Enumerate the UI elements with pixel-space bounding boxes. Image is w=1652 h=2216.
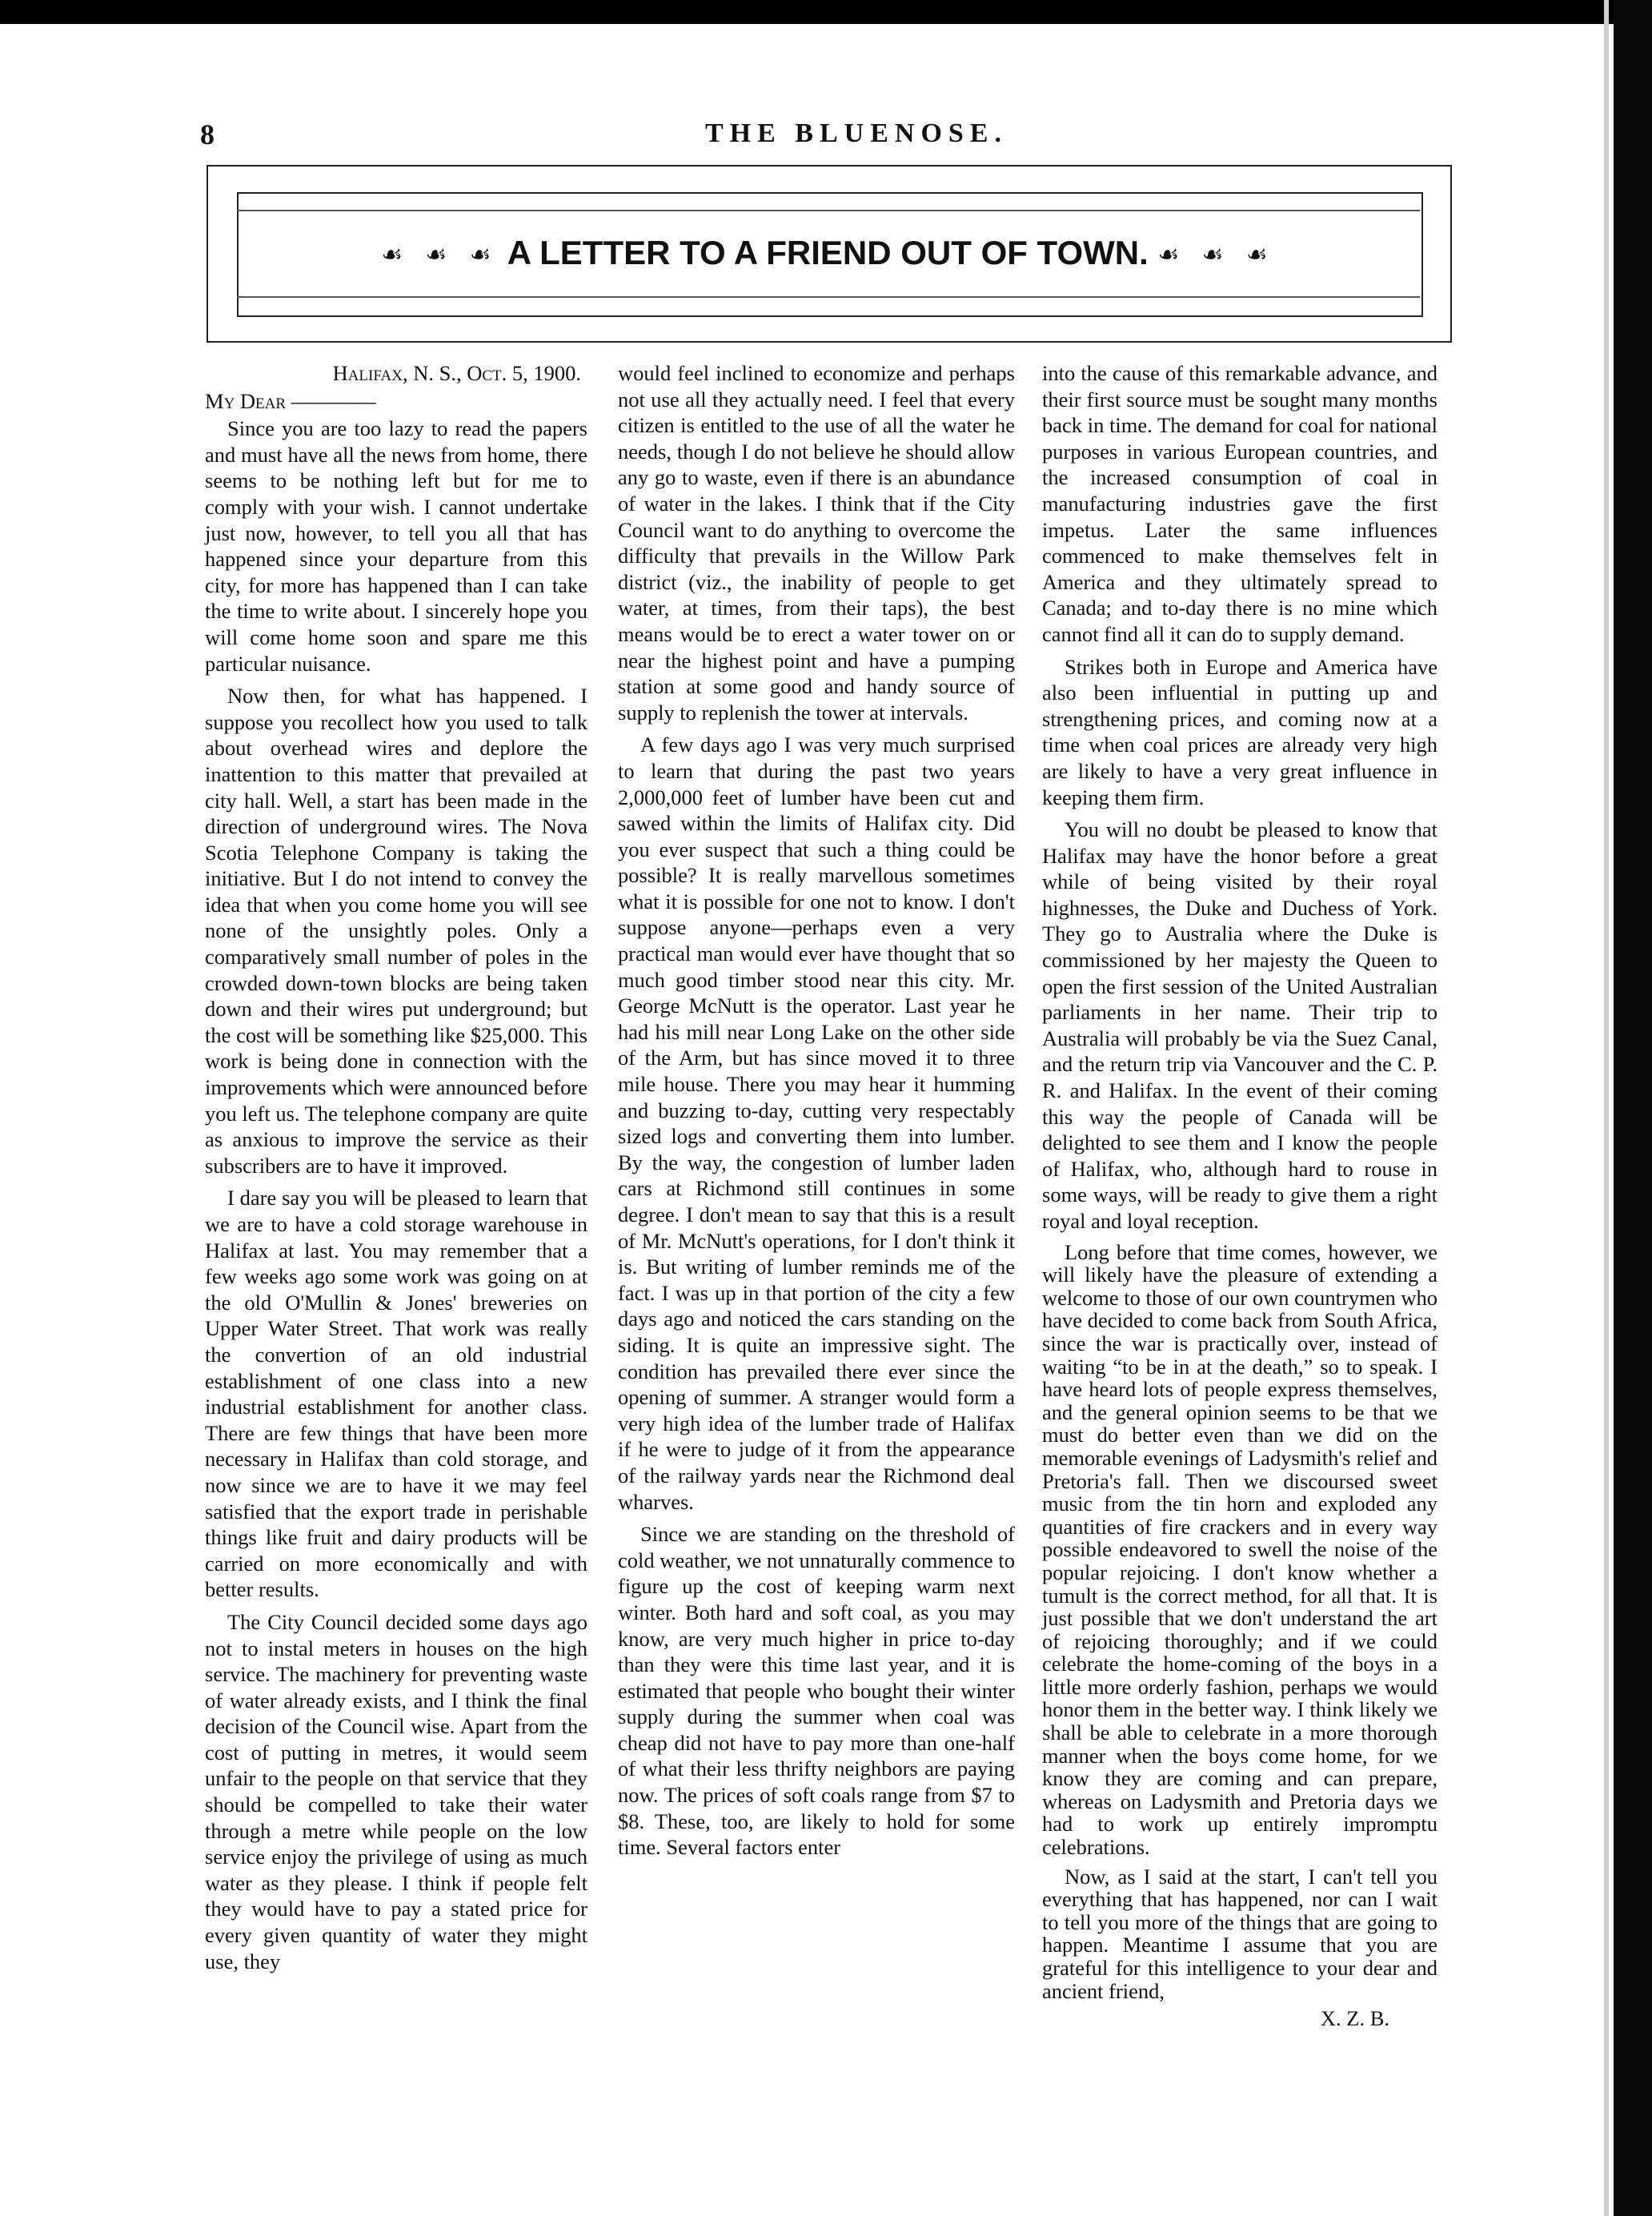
dateline: Halifax, N. S., Oct. 5, 1900. [332, 361, 581, 385]
paragraph: Now then, for what has happened. I suppose you recollect how you used to talk about overhead wires and deplore the inattention to this matter that prevailed at city hall. Well, a start has been made in the direction of underground wires. The Nova Scotia Telephone Company is taking the initiative. But I do not intend to convey the idea that when you come home you will see none of the unsightly poles. Only a comparatively small number of poles in the crowded down-town blocks are being taken down and their wires put underground; but the cost will be something like $25,000. This work is being done in connection with the improvements which were announced before you left us. The telephone company are quite as anxious to improve the service as their subscribers are to have it improved. [205, 684, 587, 1178]
paragraph: The City Council decided some days ago not to instal meters in houses on the high service. The machinery for preventing waste of water already exists, and I think the final decision of the Council wise. Apart from the cost of putting in metres, it would seem unfair to the people on that service that they should be compelled to take their water through a metre while people on the low service enjoy the privilege of using as much water as they please. I think if people felt they would have to pay a stated price for every given quantity of water they might use, they [205, 1609, 587, 1973]
text-column-1 [205, 360, 587, 1974]
paragraph: You will no doubt be pleased to know that Halifax may have the honor before a great while of being visited by their royal highnesses, the Duke and Duchess of York. They go to Australia where the Duke is commissioned by her majesty the Queen to open the first session of the United Australian parliaments in her name. Their trip to Australia will probably be via the Suez Canal, and the return trip via Vancouver and the C. P. R. and Halifax. In the event of their coming this way the people of Canada will be delighted to see them and I know the people of Halifax, who, although hard to rouse in some ways, will be ready to give them a right royal and loyal reception. [1042, 817, 1437, 1233]
headline-rule-top [237, 210, 1420, 211]
paragraph: would feel inclined to economize and perhaps not use all they actually need. I feel that every citizen is entitled to the use of all the water he needs, though I do not believe he should allow any go to waste, even if there is an abundance of water in the lakes. I think that if the City Council want to do anything to overcome the difficulty that prevails in the Willow Park district (viz., the inability of people to get water, at times, from their taps), the best means would be to erect a water tower on or near the highest point and have a pumping station at some good and handy source of supply to replenish the tower at intervals. [618, 361, 1015, 725]
leaf-ornament-icon: ☙ ☙ ☙ [1157, 242, 1276, 268]
paragraph: Since we are standing on the threshold of cold weather, we not unnaturally commence to figure up the cost of keeping warm next winter. Both hard and soft coal, as you may know, are very much higher in price to-day than they were this time last year, and it is estimated that people who bought their winter supply during the summer when coal was cheap did not have to pay more than one-half of what their less thrifty neighbors are paying now. The prices of soft coals range from $7 to $8. These, too, are likely to hold for some time. Several factors enter [618, 1522, 1015, 1860]
paragraph: Now, as I said at the start, I can't tell you everything that has happened, nor can I wait to tell you more of the things that are going to happen. Meantime I assume that you are grateful for this intelligence to your dear and ancient friend, [1042, 1864, 1437, 2003]
page-number: 8 [200, 118, 215, 151]
article-headline [237, 234, 1420, 272]
paragraph: Since you are too lazy to read the papers and must have all the news from home, there seems to be nothing left but for me to comply with your wish. I cannot undertake just now, however, to tell you all that has happened since your departure from this city, for more has happened than I can take the time to write about. I sincerely hope you will come home soon and spare me this particular nuisance. [205, 416, 587, 676]
signature: X. Z. B. [1320, 2006, 1389, 2031]
text-column-2 [618, 360, 1015, 1861]
headline-rule-bottom [237, 296, 1420, 298]
scan-border-right [1614, 0, 1652, 2216]
scan-border-top [0, 0, 1652, 24]
paragraph: Long before that time comes, however, we will likely have the pleasure of extending a welcome to those of our own countrymen who have decided to come back from South Africa, since the war is practically over, instead of waiting “to be in at the death,” so to speak. I have heard lots of people express themselves, and the general opinion seems to be that we must do better even than we did on the memorable evenings of Ladysmith's relief and Pretoria's fall. Then we discoursed sweet music from the tin horn and exploded any quantities of fire crackers and in every way possible endeavored to swell the noise of the popular rejoicing. I don't know whether a tumult is the correct method, for all that. It is just possible that we don't understand the art of rejoicing thoroughly; and if we could celebrate the home-coming of the boys in a little more orderly fashion, perhaps we would honor them in the better way. I think likely we shall be able to celebrate in a more thorough manner when the boys come home, for we know they are coming and can prepare, whereas on Ladysmith and Pretoria days we had to work up entirely impromptu celebrations. [1042, 1239, 1437, 1860]
paragraph: A few days ago I was very much surprised to learn that during the past two years 2,000,000 feet of lumber have been cut and sawed within the limits of Halifax city. Did you ever suspect that such a thing could be possible? It is really marvellous sometimes what it is possible for one not to know. I don't suppose anyone—perhaps even a very practical man would ever have thought that so much good timber stood near this city. Mr. George McNutt is the operator. Last year he had his mill near Long Lake on the other side of the Arm, but has since moved it to three mile house. There you may hear it humming and buzzing to-day, cutting very respectably sized logs and converting them into lumber. By the way, the congestion of lumber laden cars at Richmond still continues in some degree. I don't mean to say that this is a result of Mr. McNutt's operations, for I don't think it is. But writing of lumber reminds me of the fact. I was up in that portion of the city a few days ago and noticed the cars standing on the siding. It is quite an impressive sight. The condition has prevailed there ever since the opening of summer. A stranger would form a very high idea of the lumber trade of Halifax if he were to judge of it from the appearance of the railway yards near the Richmond deal wharves. [618, 733, 1015, 1514]
running-head: THE BLUENOSE. [705, 118, 1008, 148]
headline-title: A LETTER TO A FRIEND OUT OF TOWN. [507, 234, 1149, 271]
page-fold-line [1604, 0, 1609, 2216]
paragraph: into the cause of this remarkable advance, and their first source must be sought many months back in time. The demand for coal for national purposes in various European countries, and the increased consumption of coal in manufacturing industries gave the first impetus. Later the same influences commenced to make themselves felt in America and they ultimately spread to Canada; and to-day there is no mine which cannot find all it can do to supply demand. [1042, 361, 1437, 646]
leaf-ornament-icon: ☙ ☙ ☙ [381, 242, 499, 268]
paragraph: I dare say you will be pleased to learn that we are to have a cold storage warehouse in Halifax at last. You may remember that a few weeks ago some work was going on at the old O'Mullin & Jones' breweries on Upper Water Street. That work was really the convertion of an old industrial establishment of one class into a new industrial establishment for another class. There are few things that have been more necessary in Halifax than cold storage, and now since we are to have it we may feel satisfied that the export trade in perishable things like fruit and dairy products will be carried on more economically and with better results. [205, 1186, 587, 1602]
paragraph: Strikes both in Europe and America have also been influential in putting up and strengthening prices, and coming now at a time when coal prices are already very high are likely to have a very great influence in keeping them firm. [1042, 654, 1437, 809]
text-column-3 [1042, 360, 1437, 2032]
salutation: My Dear ———— [205, 388, 376, 413]
